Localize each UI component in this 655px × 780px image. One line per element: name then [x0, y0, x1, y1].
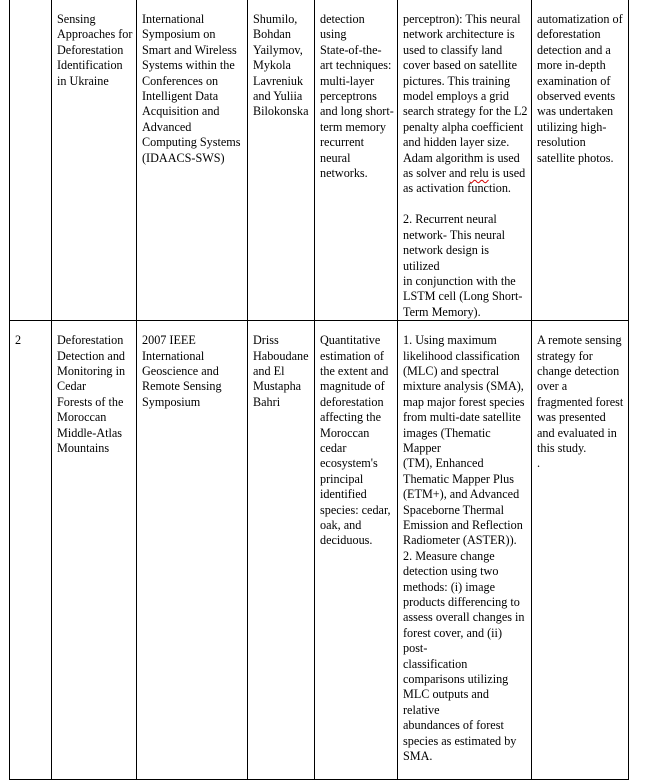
cell-publication-venue: International Symposium on Smart and Wireless Systems within the Conferences on Intelligent Data Acquisition and Advanced Computing Systems (IDAACS-SWS) — [137, 0, 248, 321]
literature-review-table — [9, 0, 629, 780]
cell-authors: Shumilo, Bohdan Yailymov, Mykola Lavreniuk and Yuliia Bilokonska — [248, 0, 315, 321]
cell-methodology: 1. Using maximum likelihood classification (MLC) and spectral mixture analysis (SMA), map major forest species from multi-date satellite images (Thematic Mapper (TM), Enhanced Thematic Mapper Plus (ETM+), and Advanced Spaceborne Thermal Emission and Reflection Radiometer (ASTER)). 2. Measure change detection using two methods: (i) image products differencing to assess overall changes in forest cover, and (ii) post- classification comparisons utilizing MLC outputs and relative abundances of forest species as estimated by SMA. — [398, 321, 532, 780]
cell-paper-title: Deforestation Detection and Monitoring in Cedar Forests of the Moroccan Middle-Atlas Mountains — [52, 321, 137, 780]
methodology-text-part: is used as activation function. 2. Recurrent neural network- This neural network design is utilized in conjunction with the LSTM cell (Long Short- Term Memory). — [403, 166, 526, 319]
cell-serial-number — [10, 0, 52, 321]
cell-publication-venue: 2007 IEEE International Geoscience and Remote Sensing Symposium — [137, 321, 248, 780]
cell-objective: Quantitative estimation of the extent and magnitude of deforestation affecting the Moroccan cedar ecosystem's principal identified species: cedar, oak, and deciduous. — [315, 321, 398, 780]
cell-conclusion: automatization of deforestation detection and a more in-depth examination of observed events was undertaken utilizing high- resolution satellite photos. — [532, 0, 629, 321]
table-row — [10, 0, 629, 321]
cell-paper-title: Sensing Approaches for Deforestation Identification in Ukraine — [52, 0, 137, 321]
cell-serial-number: 2 — [10, 321, 52, 780]
spellcheck-flagged-word: relu — [469, 166, 489, 181]
methodology-text-part: perceptron): This neural network architecture is used to classify land cover based on satellite pictures. This training model employs a grid search strategy for the L2 penalty alpha coefficient and hidden layer size. Adam algorithm is used as solver and — [403, 12, 528, 181]
cell-conclusion: A remote sensing strategy for change detection over a fragmented forest was presented and evaluated in this study. . — [532, 321, 629, 780]
cell-objective: detection using State-of-the- art techniques: multi-layer perceptrons and long short- term memory recurrent neural networks. — [315, 0, 398, 321]
cell-methodology — [398, 0, 532, 321]
cell-authors: Driss Haboudane and El Mustapha Bahri — [248, 321, 315, 780]
table-row — [10, 321, 629, 780]
